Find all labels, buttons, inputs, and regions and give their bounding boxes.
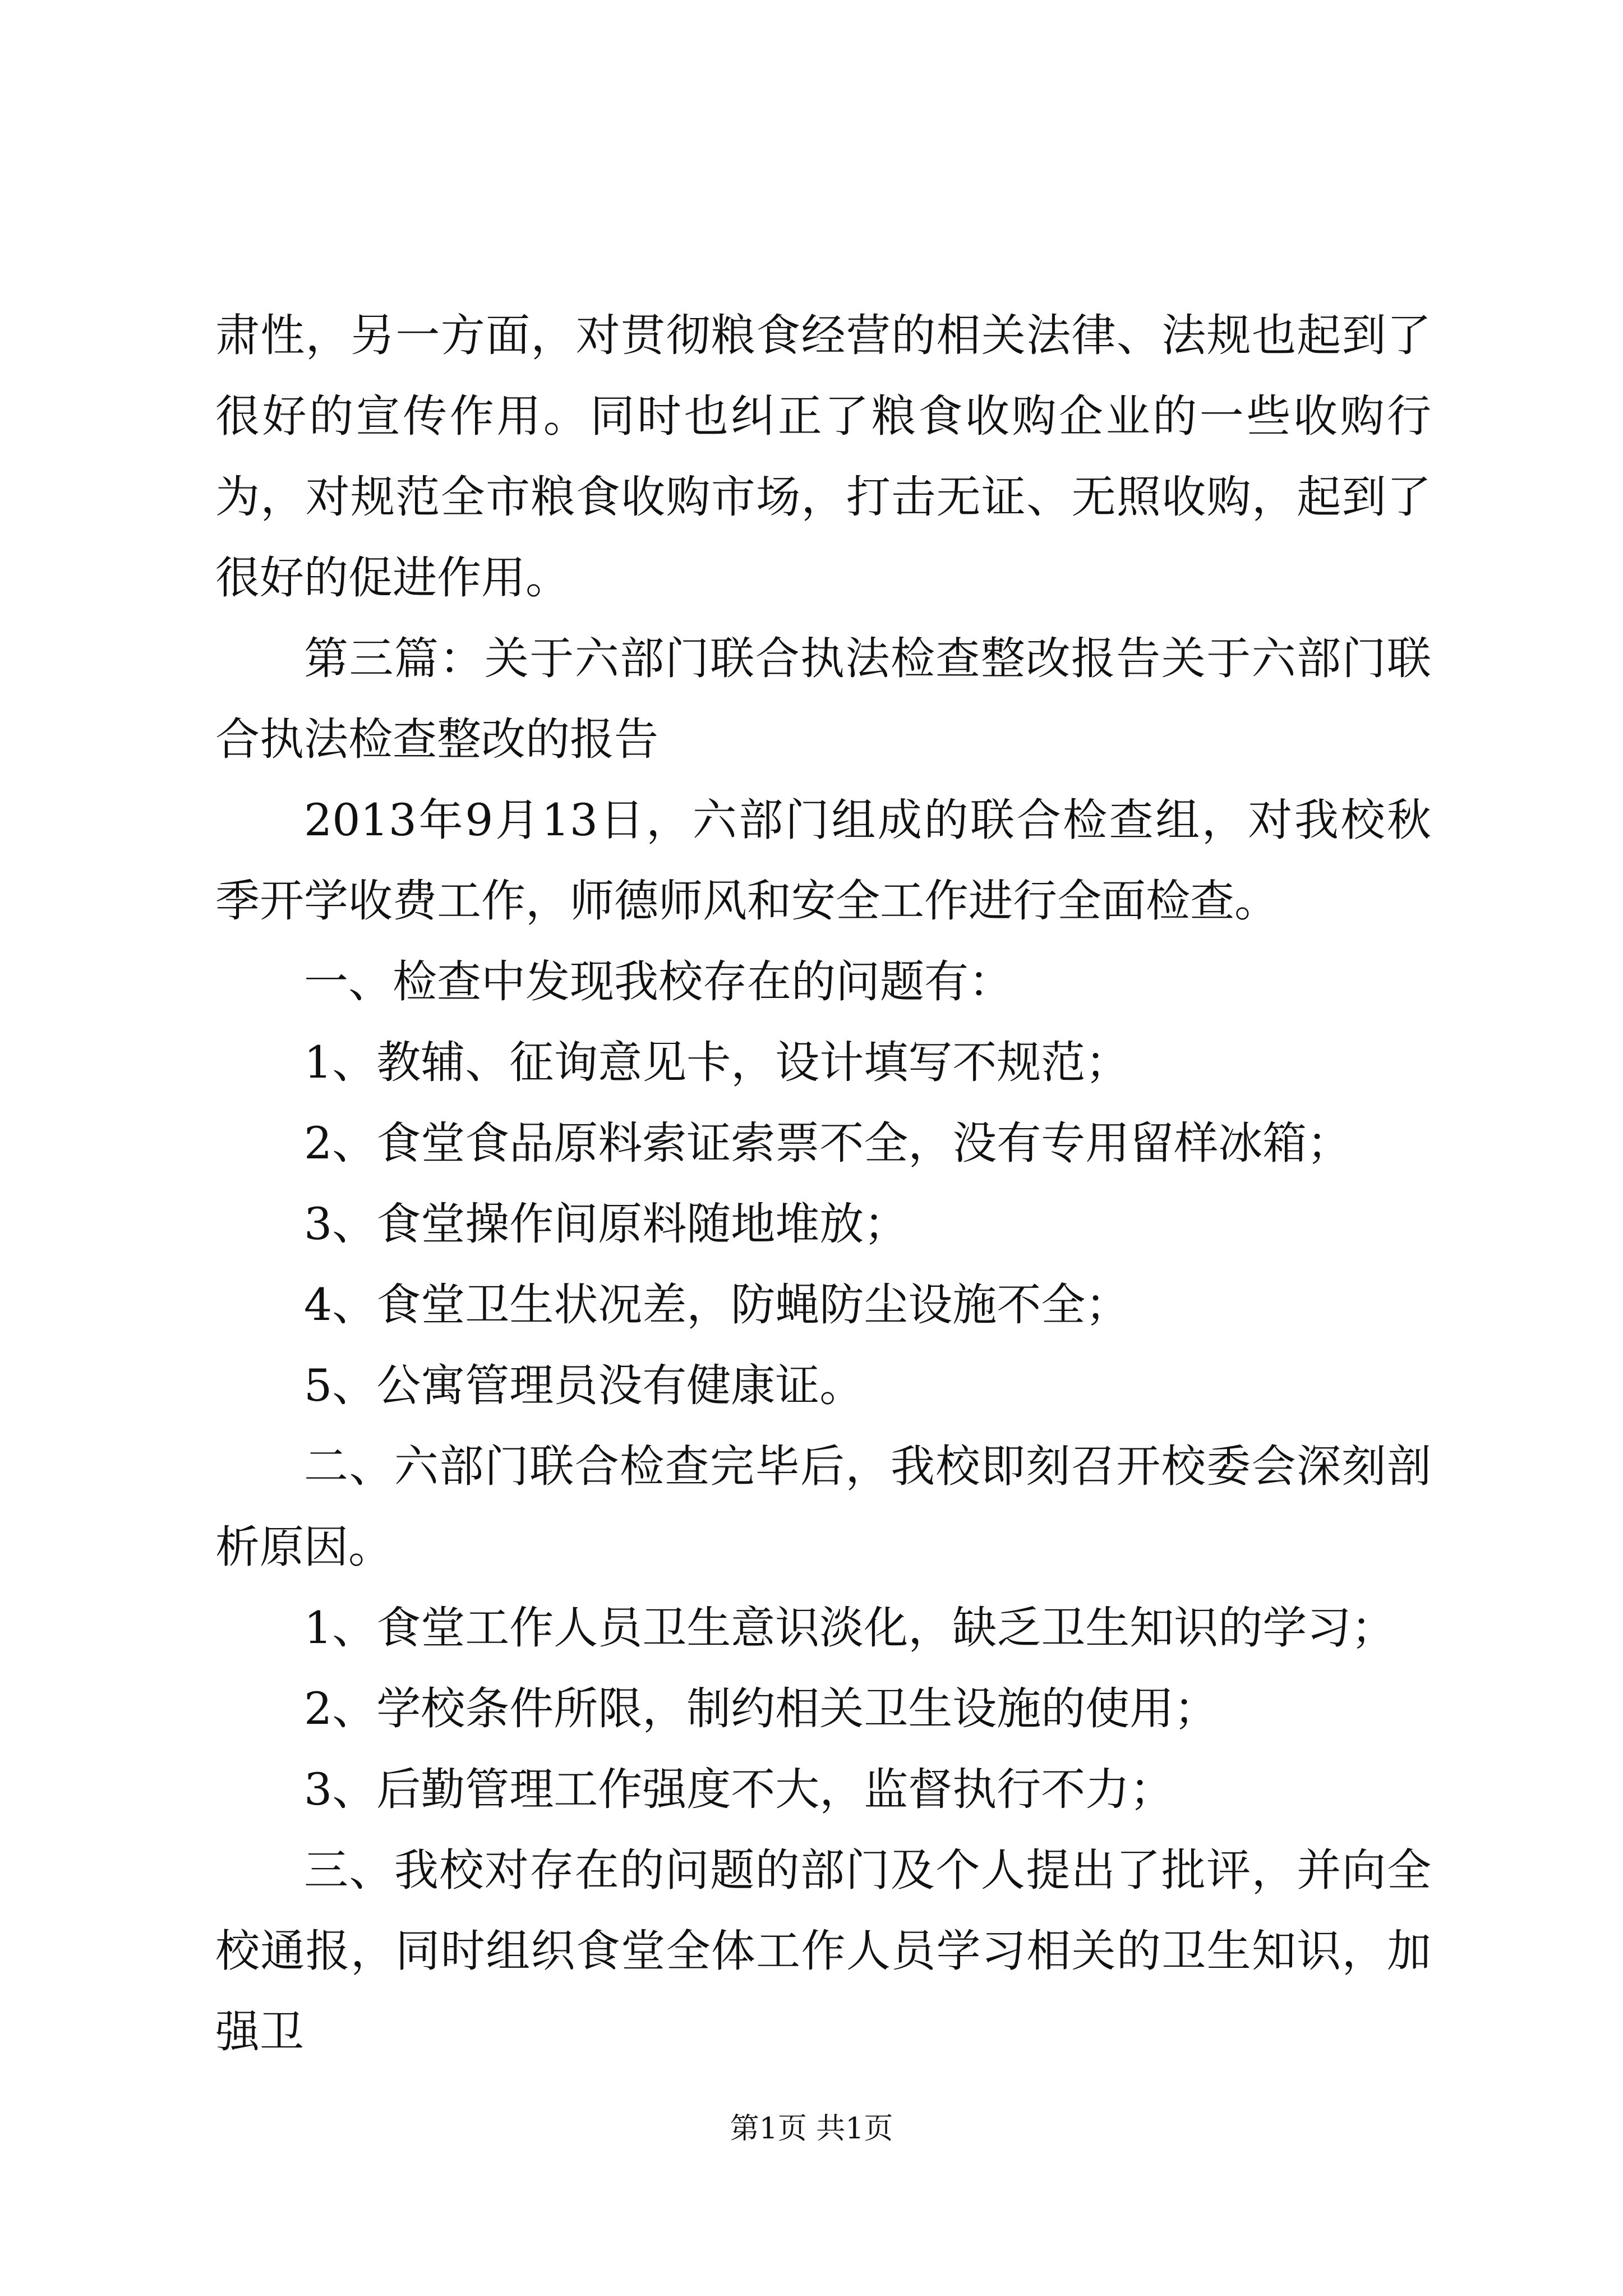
list-item-cause-1: 1、食堂工作人员卫生意识淡化，缺乏卫生知识的学习； <box>304 1602 1396 1654</box>
list-item-problem-5: 5、公寓管理员没有健康证。 <box>304 1360 864 1411</box>
document-body <box>215 295 1431 2072</box>
paragraph-3: 2013年9月13日，六部门组成的联合检查组，对我校秋季开学收费工作，师德师风和安全工作进行全面检查。 <box>215 794 1431 927</box>
list-item-cause-2: 2、学校条件所限，制约相关卫生设施的使用； <box>304 1683 1219 1734</box>
list-item-problem-4: 4、食堂卫生状况差，防蝇防尘设施不全； <box>304 1279 1130 1331</box>
list-item-problem-3: 3、食堂操作间原料随地堆放； <box>304 1198 909 1250</box>
paragraph-4-heading-problems: 一、检查中发现我校存在的问题有： <box>304 956 1013 1007</box>
list-item-cause-3: 3、后勤管理工作强度不大，监督执行不力； <box>304 1764 1174 1815</box>
paragraph-heading-measures: 三、我校对存在的问题的部门及个人提出了批评，并向全校通报，同时组织食堂全体工作人员学习相关的卫生知识，加强卫 <box>215 1844 1431 2058</box>
paragraph-2-section-title: 第三篇：关于六部门联合执法检查整改报告关于六部门联合执法检查整改的报告 <box>215 633 1431 765</box>
page-number-footer: 第1页 共1页 <box>730 2112 893 2146</box>
paragraph-heading-causes: 二、六部门联合检查完毕后，我校即刻召开校委会深刻剖析原因。 <box>215 1441 1431 1573</box>
paragraph-1: 肃性，另一方面，对贯彻粮食经营的相关法律、法规也起到了很好的宣传作用。同时也纠正了粮食收购企业的一些收购行为，对规范全市粮食收购市场，打击无证、无照收购，起到了很好的促进作用。 <box>215 310 1431 604</box>
list-item-problem-1: 1、教辅、征询意见卡，设计填写不规范； <box>304 1037 1130 1088</box>
list-item-problem-2: 2、食堂食品原料索证索票不全，没有专用留样冰箱； <box>304 1117 1352 1169</box>
